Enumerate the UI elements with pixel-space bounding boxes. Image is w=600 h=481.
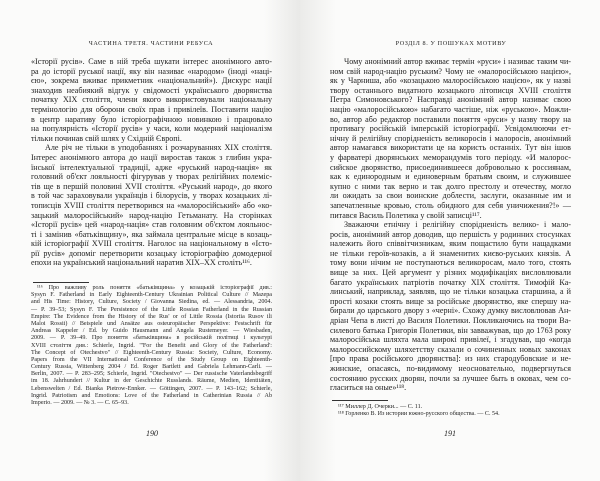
text-line: тів ще в першій половині XVII століття. «Руський народ», до якого — [31, 181, 272, 191]
text-line: тописців XVIII століття перетворився на «малоросійський» або «ко- — [31, 200, 272, 210]
text-line: малоросійська шляхта мала широкі привілеї, і згадував, що «когда — [330, 335, 571, 345]
text-line: Чому анонімний автор вживає термін «руси» і називає таким чи- — [344, 57, 571, 66]
text-line: початку XIX століття, члени якого використовували національну — [31, 95, 272, 105]
text-line: бирали до царського двору з «черні». Схожу думку висловлював Ан- — [330, 306, 571, 316]
text-line: линський, наприклад, заявляв, що не тільки козацька старшина, а й — [330, 287, 571, 297]
text-line: єю», зокрема вживає прикметник «національний»). Дискурс нації — [31, 76, 272, 86]
text-line: головний об'єкт лояльності фігурував у творах релігійних полеміс- — [31, 172, 272, 182]
text-line: состоянию русских дворян, почли за лучшее быть в оковах, чем со- — [330, 373, 571, 383]
text-line: жинские, опасаясь, по-видимому неосновательно, подвергнуться — [330, 364, 571, 373]
footnote-line: Berlin, 2007. — P. 283–295; Schierle, Ingrid. "Otechestvo" — Der russische Vaterlandsbegriff — [31, 371, 272, 378]
footnote-rule — [332, 400, 388, 401]
text-line: кій історіографії XVIII століття. Наголос на національному в «Істо- — [31, 239, 272, 249]
text-line: во, автор або редактор поставили поняття «руси» у назву твору на — [330, 114, 571, 124]
text-line: прості козаки стоять вище за російське дворянство, яке спершу на- — [330, 296, 571, 306]
text-line: Але річ не тільки в уподобаннях і розчаруваннях XIX століття. — [45, 143, 272, 153]
text-line: багато українських патріотів початку XIX століття. Тимофій Ка- — [330, 277, 571, 287]
footnote-line: ¹¹⁸ Горленко В. Из истории южно-русского общества. — С. 54. — [338, 411, 500, 418]
text-line: на популярність «Історії русів» у часи, коли модерний націоналізм — [31, 124, 272, 134]
text-line: противагу російській імперській історіографії. Усвідомлюючи ет- — [330, 124, 571, 134]
footnote-line: Century Russia, Wittenberg 2004 / Ed. Roger Bartlett and Gabriela Lehmann-Carli. — — [31, 364, 272, 371]
text-line: питався Василь Полетика у своїй записці¹¹⁷. — [330, 210, 482, 220]
text-line: как к единородным и единоверным братьям своим, и служившее — [330, 172, 571, 182]
text-line: їнської інтелектуальної традиції, адже «руський народ-нація» як — [31, 162, 272, 172]
footnote-rule — [33, 282, 89, 283]
text-line: вище за них. Цей аргумент у різних модифікаціях висловлювали — [330, 268, 571, 278]
footnote-line: Sysyn F. Fatherland in Early Eighteenth-Century Ukrainian Political Culture // Mazepa — [31, 292, 272, 299]
text-line: Петра Симоновського? Насправді анонімний автор називає свою — [330, 95, 571, 105]
text-line: ном свій народ-націю руським? Чому не «малоросійською нацією», — [330, 66, 571, 76]
footnote-line: im 18. Jahrhundert // Kultur in der Geschichte Russlands. Räume, Medien, Identitäten, — [31, 378, 272, 385]
page-number: 191 — [444, 429, 456, 438]
text-line: нічну й релігійну спорідненість великоросів і малоросів, анонімний — [330, 133, 571, 143]
text-line: «Історії русів». Саме в ній треба шукати інтерес анонімного авто- — [31, 57, 272, 66]
footnote-line: Imperio. — 2009. — № 3. — C. 65–93. — [31, 400, 129, 406]
text-line: автор намагався використати це на користь останніх. Тут він ішов — [330, 143, 571, 153]
right-page — [300, 0, 600, 481]
text-line: сийское дворянство, присоединившееся добровольно к россиянам, — [330, 162, 571, 172]
text-line: малороссийскому шляхетству сказали о сочиненных новых законах — [330, 344, 571, 354]
text-line: рії русів» допоміг перетворити козацьку історіографію домодерної — [31, 248, 272, 258]
footnote-line: ¹¹⁷ Миллер Д. Очерки... — С. 11. — [338, 404, 423, 410]
text-line: в той час зараховували українців і білорусів, у творах козацьких лі- — [31, 191, 272, 201]
running-head: РОЗДІЛ 8. У ПОШУКАХ МОТИВУ — [395, 40, 507, 47]
footnote-line: 2009. — P. 39–49. Про поняття «батьківщина» в російській політиці і культурі — [31, 335, 272, 342]
footnotes — [31, 285, 272, 407]
text-line: епохи на український національний наратив XIX–XX століть¹¹⁶. — [31, 258, 252, 268]
footnote-line: Maloi Rossii) // Beispiele und Ansätze aus osteuropäischer Perspektive: Festschrift für — [31, 320, 272, 327]
text-line: росів, анонімний автор доводив, що першість у родинних стосунках — [330, 229, 571, 239]
text-line: тільки починав свій шлях у Східній Європі. — [31, 133, 182, 143]
text-line: в центр наративу було історіографічною новинкою і працювало — [31, 114, 272, 124]
text-line: твору останнього видатного козацького літописця XVIII століття — [330, 85, 571, 95]
body-text — [31, 57, 272, 268]
running-head: ЧАСТИНА ТРЕТЯ. ЧАСТИНИ РЕБУСА — [88, 40, 214, 47]
text-line: запечатленные кровью, столь обидного для себя уничижения?!» — — [330, 200, 571, 210]
text-line: силевого батька Григорія Полетики, він завважував, що до 1763 року — [330, 325, 571, 335]
text-line: ли ожидать за свои воинские доблести, заслуги, оказанные им и — [330, 191, 571, 201]
footnote-line: and His Time: History, Culture, Society / Giovanna Siedina, ed. — Alessandria, 2004. — [31, 299, 272, 306]
text-line: не тільки героїв-козаків, а й знаменитих києво-руських князів. А — [330, 248, 571, 258]
text-line: тому вони нічим не поступаються великоросам, мало того, стоять — [330, 258, 571, 268]
page-number: 190 — [146, 429, 158, 438]
text-line: знаходив неабиякий відгук у свідомості українського дворянства — [31, 85, 272, 95]
footnote-line: The Concept of Otechestvo" // Eighteenth-Century Russia: Society, Culture, Economy. — [31, 349, 272, 356]
text-line: купно с ними так верно и так долго престолу и отечеству, могло — [330, 181, 571, 191]
footnote-line: — P. 39–53; Sysyn F. The Persistence of the Little Rossian Fatherland in the Russian — [31, 306, 272, 313]
text-line: Зважаючи етнічну і релігійну спорідненість велико- і мало- — [344, 220, 571, 230]
text-line: ра до історії руської нації, яку він називає «народом» (іноді «наці- — [31, 66, 272, 76]
text-line: дріан Чепа в листі до Василя Полетики. Покликаючись на твори Ва- — [330, 316, 571, 326]
text-line: Інтерес анонімного автора до нації виростав також з глибин укра- — [31, 152, 272, 162]
footnote-line: Lebenswelten / Ed. Bianka Pietrow-Ennker. — Göttingen, 2007. — P. 143–162; Schierle, — [31, 385, 272, 392]
footnotes — [332, 404, 573, 418]
body-text — [330, 57, 571, 393]
text-line: термінологію для оборони своїх прав і привілеїв. Поставити націю — [31, 104, 272, 114]
footnote-line: Empire: The Evidence from the History of the Rus' or of Little Rossia (Istoriia Rusov ili — [31, 313, 272, 320]
footnote-line: Ingrid. Patriotism and Emotions: Love of the Fatherland in Catherinian Russia // Ab — [31, 392, 272, 399]
text-line: «Історії русів» цей «народ-нація» став головним об'єктом лояльнос- — [31, 220, 272, 230]
text-line: гласиться на оные»¹¹⁸. — [330, 383, 407, 393]
footnote-line: ¹¹⁶ Про важливу роль поняття «батьківщина» у козацькій історіографії див.: — [37, 285, 272, 291]
text-line: ті і замінив «батьківщину», яка займала центральне місце в козаць- — [31, 229, 272, 239]
text-line: [про права російського дворянства]: из них стародубовские и не- — [330, 354, 571, 364]
footnote-line: XVIII століття див.: Schierle, Ingrid. "'For the Benefit and Glory of the Fatherland': — [31, 342, 272, 349]
text-line: як у Чарниша, або «козацькою малоросійською нацією», як у назві — [330, 76, 571, 86]
text-line: націю «малоросійською» набагато частіше, ніж «руською». Можли- — [330, 104, 571, 114]
footnote-line: Papers from the VII International Conference of the Study Group on Eighteenth- — [31, 356, 272, 363]
text-line: у фарватері дворянських меморандумів того періоду. «И малорос- — [330, 152, 571, 162]
text-line: належить його співвітчизникам, яким пощастило бути нащадками — [330, 239, 571, 249]
text-line: зацький малоросійський» народ-націю Гетьманату. На сторінках — [31, 210, 272, 220]
footnote-line: Andreas Kappeler / Ed. by Guido Hausmann and Angela Rustemeyer. — Wiesbaden, — [31, 328, 272, 335]
